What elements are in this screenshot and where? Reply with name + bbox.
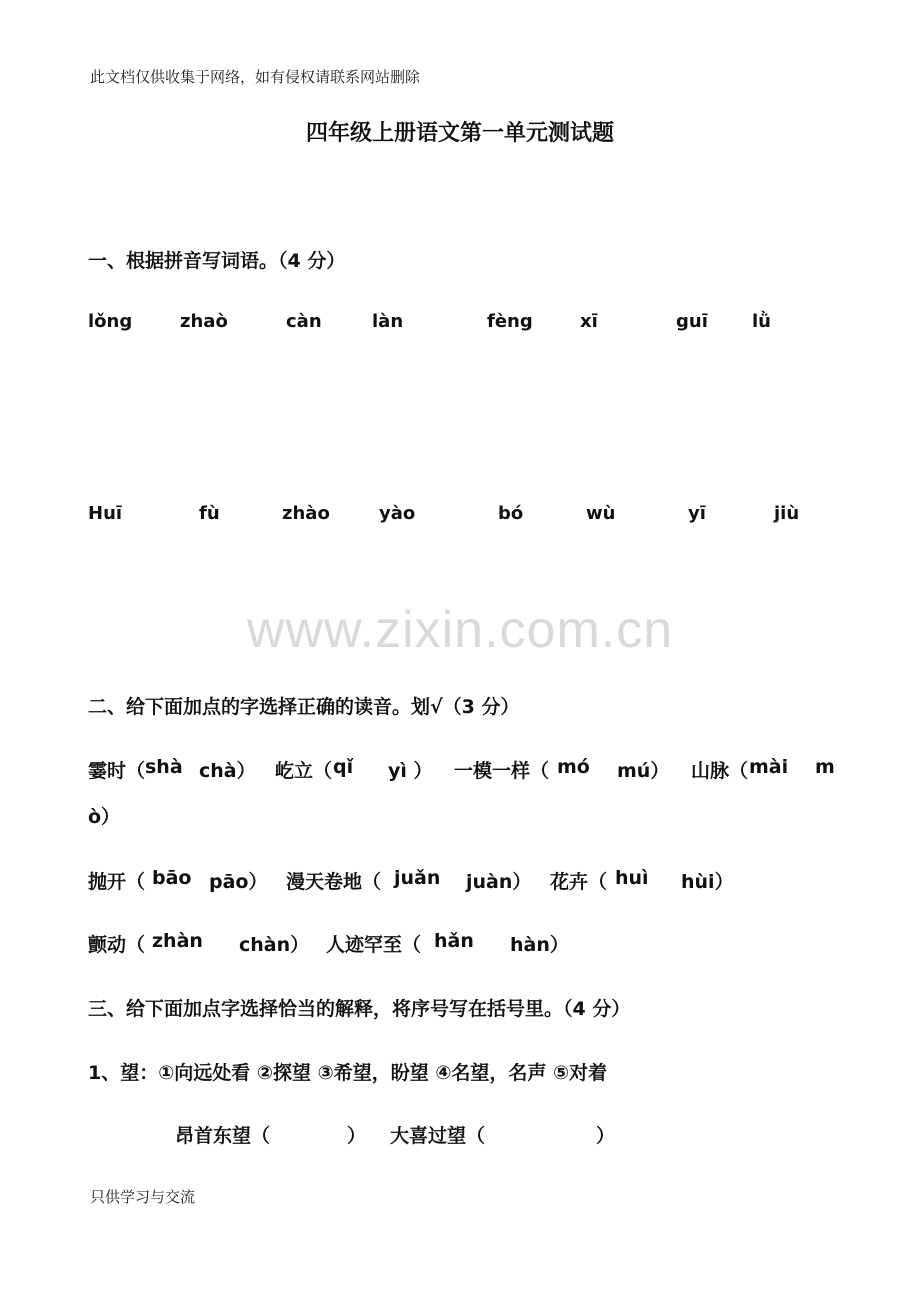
blank-close: ） [347,1125,367,1147]
reading-option[interactable]: zhàn [152,930,203,952]
header-note: 此文档仅供收集于网络，如有侵权请联系网站删除 [90,68,421,86]
wrapped-text: ò） [88,806,121,828]
pinyin-item: bó [498,503,524,524]
word-item: 颤动（ [88,934,146,956]
word-item: 抛开（ [88,871,146,893]
pinyin-item: làn [372,311,404,332]
reading-option[interactable]: chà） [199,760,256,782]
reading-option[interactable]: hùi） [681,871,734,893]
word-item: 人迹罕至（ [326,934,422,956]
reading-option[interactable]: chàn） [239,934,310,956]
page-title: 四年级上册语文第一单元测试题 [305,120,614,146]
reading-option[interactable]: bāo [152,867,192,889]
blank-close: ） [596,1125,616,1147]
reading-option[interactable]: juǎn [394,867,441,889]
word-item: 霎时（ [88,760,146,782]
blank-label: 昂首东望（ [175,1125,271,1147]
pinyin-item: Huī [88,503,123,524]
blank-label: 大喜过望（ [390,1125,486,1147]
word-item: 漫天卷地（ [286,871,382,893]
footer-note: 只供学习与交流 [90,1188,196,1206]
reading-option[interactable]: hǎn [434,930,474,952]
question-1: 1、望：①向远处看 ②探望 ③希望，盼望 ④名望，名声 ⑤对着 [88,1062,608,1084]
word-item: 山脉（ [691,760,749,782]
reading-option[interactable]: mú） [617,760,670,782]
pinyin-item: jiù [774,503,800,524]
reading-option[interactable]: pāo） [209,871,268,893]
word-item: 花卉（ [550,871,608,893]
pinyin-item: càn [286,311,322,332]
section2-heading: 二、给下面加点的字选择正确的读音。划√（3 分） [88,696,520,718]
reading-option[interactable]: mó [557,756,590,778]
pinyin-item: lǜ [752,311,771,332]
reading-option[interactable]: shà [145,756,183,778]
pinyin-item: yī [688,503,706,524]
reading-option[interactable]: hàn） [510,934,569,956]
reading-option[interactable]: huì [615,867,649,889]
section1-heading: 一、根据拼音写词语。（4 分） [88,250,346,272]
reading-option[interactable]: mài [749,756,789,778]
pinyin-item: guī [676,311,708,332]
reading-option[interactable]: qǐ [333,756,354,778]
reading-option[interactable]: m [815,756,835,778]
pinyin-item: lǒng [88,311,133,332]
pinyin-item: fù [199,503,220,524]
pinyin-item: wù [586,503,616,524]
pinyin-item: fèng [487,311,533,332]
watermark: www.zixin.com.cn [246,601,674,659]
pinyin-item: xī [580,311,598,332]
reading-option[interactable]: yì ） [388,760,433,782]
pinyin-item: zhaò [180,311,228,332]
pinyin-item: yào [379,503,416,524]
pinyin-item: zhào [282,503,330,524]
section3-heading: 三、给下面加点字选择恰当的解释，将序号写在括号里。（4 分） [88,998,631,1020]
word-item: 一模一样（ [454,760,550,782]
reading-option[interactable]: juàn） [466,871,532,893]
word-item: 屹立（ [275,760,333,782]
